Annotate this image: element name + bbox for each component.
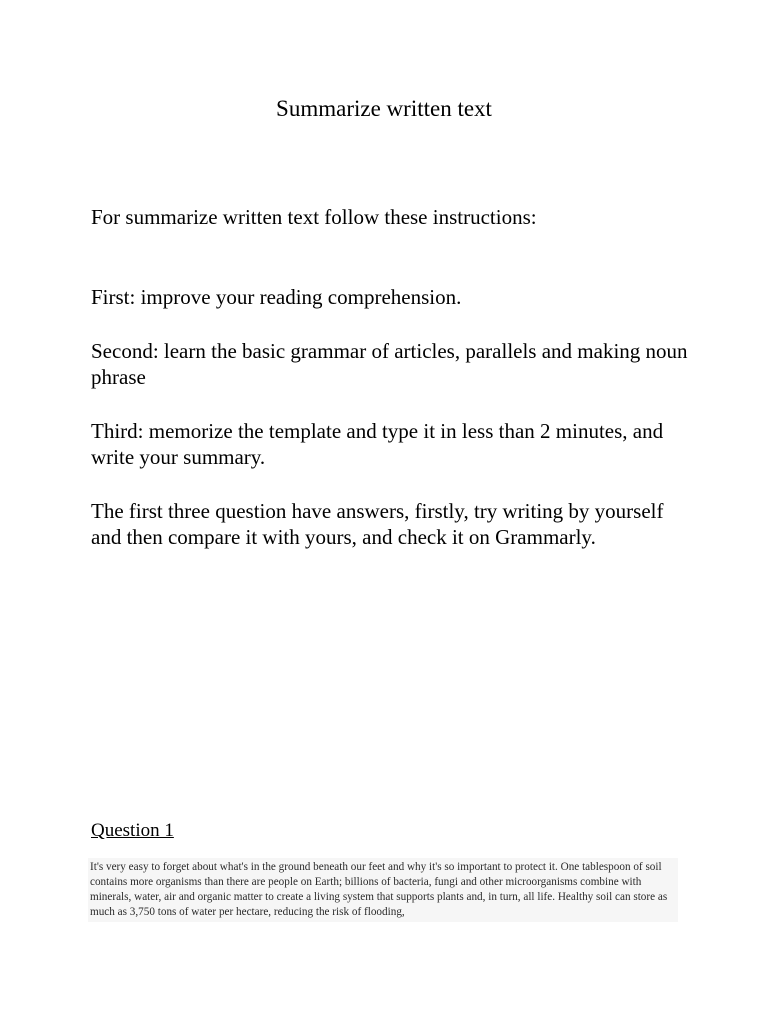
intro-text: For summarize written text follow these instructions: xyxy=(91,205,537,229)
instruction-note: The first three question have answers, firstly, try writing by yourself and then compare it with yours, and check it on Grammarly. xyxy=(91,498,664,549)
instruction-third: Third: memorize the template and type it in less than 2 minutes, and write your summary. xyxy=(91,418,664,469)
instruction-first: First: improve your reading comprehension. xyxy=(91,285,462,309)
instructions-list xyxy=(91,284,691,578)
question-passage: It's very easy to forget about what's in the ground beneath our feet and why it's so important to protect it. One tablespoon of soil contains more organisms than there are people on Earth; billions of bacteria, fungi and other microorganisms combine with minerals, water, air and organic matter to create a living system that supports plants and, in turn, all life. Healthy soil can store as much as 3,750 tons of water per hectare, reducing the risk of flooding, xyxy=(88,858,678,922)
instruction-second: Second: learn the basic grammar of articles, parallels and making noun phrase xyxy=(91,338,688,389)
question-heading: Question 1 xyxy=(91,820,174,841)
page-title: Summarize written text xyxy=(276,96,492,121)
